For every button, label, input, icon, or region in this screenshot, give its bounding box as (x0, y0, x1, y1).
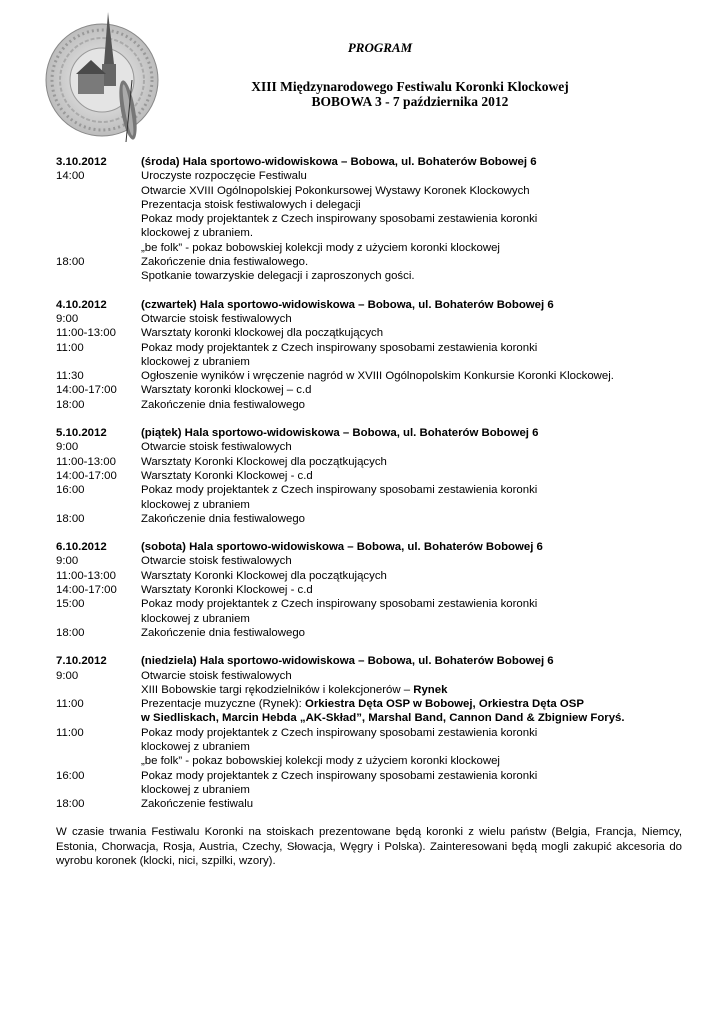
schedule (56, 155, 686, 868)
day-block (56, 654, 686, 811)
row-time: 11:00 (56, 726, 84, 739)
schedule-row (56, 455, 686, 469)
schedule-row (56, 754, 686, 768)
schedule-row (56, 498, 686, 512)
program-heading: PROGRAM (347, 40, 413, 55)
row-text: Warsztaty Koronki Klockowej - c.d (141, 469, 313, 482)
row-text: Warsztaty Koronki Klockowej dla początkujących (141, 569, 387, 582)
schedule-row (56, 669, 686, 683)
day-heading (56, 298, 686, 312)
row-text: Uroczyste rozpoczęcie Festiwalu (141, 170, 307, 183)
schedule-row (56, 783, 686, 797)
row-time: 18:00 (56, 256, 85, 269)
row-text: Warsztaty koronki klockowej – c.d (141, 384, 312, 397)
row-time (56, 754, 141, 768)
row-time (56, 783, 141, 797)
row-time (56, 269, 141, 283)
row-text: Zakończenie dnia festiwalowego. (141, 256, 309, 269)
row-time: 11:00-13:00 (56, 455, 116, 468)
schedule-row (56, 797, 686, 811)
row-text: klockowej z ubraniem (141, 783, 250, 796)
row-time: 18:00 (56, 626, 85, 639)
row-time: 16:00 (56, 484, 85, 497)
schedule-row (56, 198, 686, 212)
row-text-plain: XIII Bobowskie targi rękodzielników i kolekcjonerów – (141, 683, 414, 696)
row-text: Otwarcie stoisk festiwalowych (141, 669, 292, 682)
festival-title-line2: BOBOWA 3 - 7 października 2012 (311, 94, 509, 109)
day-venue: (środa) Hala sportowo-widowiskowa – Bobowa, ul. Bohaterów Bobowej 6 (141, 156, 537, 168)
schedule-row (56, 212, 686, 226)
day-date: 3.10.2012 (56, 156, 107, 168)
row-time: 11:00 (56, 341, 84, 354)
day-venue: (piątek) Hala sportowo-widowiskowa – Bobowa, ul. Bohaterów Bobowej 6 (141, 427, 539, 440)
row-time (56, 241, 141, 255)
day-heading (56, 654, 686, 668)
row-text: Pokaz mody projektantek z Czech inspirowany sposobami zestawienia koronki (141, 726, 538, 739)
day-block (56, 540, 686, 640)
day-heading (56, 426, 686, 440)
row-text: klockowej z ubraniem (141, 355, 250, 368)
schedule-row (56, 169, 686, 183)
schedule-row (56, 469, 686, 483)
row-time (56, 683, 141, 697)
row-text: klockowej z ubraniem. (141, 227, 254, 240)
day-date: 6.10.2012 (56, 541, 107, 554)
schedule-row (56, 312, 686, 326)
row-text (141, 697, 686, 711)
row-time: 18:00 (56, 798, 85, 811)
row-text: Pokaz mody projektantek z Czech inspirowany sposobami zestawienia koronki (141, 484, 538, 497)
day-venue: (sobota) Hala sportowo-widowiskowa – Bobowa, ul. Bohaterów Bobowej 6 (141, 541, 543, 554)
row-time: 14:00-17:00 (56, 469, 117, 482)
row-time (56, 212, 141, 226)
row-time: 11:30 (56, 370, 84, 383)
row-time (56, 184, 141, 198)
schedule-row (56, 554, 686, 568)
row-text: klockowej z ubraniem (141, 612, 250, 625)
row-text: „be folk” - pokaz bobowskiej kolekcji mody z użyciem koronki klockowej (141, 755, 500, 768)
row-text (141, 711, 686, 725)
schedule-row (56, 226, 686, 240)
row-text: Otwarcie stoisk festiwalowych (141, 441, 292, 454)
schedule-row (56, 626, 686, 640)
schedule-row (56, 184, 686, 198)
schedule-row (56, 569, 686, 583)
schedule-row (56, 683, 686, 697)
schedule-row (56, 483, 686, 497)
schedule-row (56, 440, 686, 454)
row-text: Pokaz mody projektantek z Czech inspirowany sposobami zestawienia koronki (141, 213, 538, 226)
day-date: 7.10.2012 (56, 655, 107, 668)
schedule-row (56, 583, 686, 597)
row-text: Otwarcie XVIII Ogólnopolskiej Pokonkursowej Wystawy Koronek Klockowych (141, 184, 530, 197)
day-block (56, 155, 686, 284)
day-venue: (niedziela) Hala sportowo-widowiskowa – Bobowa, ul. Bohaterów Bobowej 6 (141, 655, 554, 668)
day-block (56, 298, 686, 412)
row-time: 14:00-17:00 (56, 384, 117, 397)
day-venue: (czwartek) Hala sportowo-widowiskowa – Bobowa, ul. Bohaterów Bobowej 6 (141, 298, 554, 311)
row-text-bold: Orkiestra Dęta OSP w Bobowej, Orkiestra Dęta OSP (304, 698, 584, 711)
schedule-row (56, 355, 686, 369)
row-text: klockowej z ubraniem (141, 498, 250, 511)
row-time: 9:00 (56, 312, 79, 325)
day-block (56, 426, 686, 526)
day-heading (56, 540, 686, 554)
schedule-row (56, 269, 686, 283)
row-time: 15:00 (56, 598, 85, 611)
row-time: 11:00-13:00 (56, 327, 116, 340)
row-text: Pokaz mody projektantek z Czech inspirowany sposobami zestawienia koronki (141, 769, 538, 782)
row-text: Zakończenie dnia festiwalowego (141, 398, 305, 411)
schedule-row (56, 726, 686, 740)
row-text: Warsztaty Koronki Klockowej dla początkujących (141, 455, 387, 468)
row-text-plain: Prezentacje muzyczne (Rynek): (141, 698, 305, 711)
row-time: 14:00 (56, 170, 85, 183)
row-text: klockowej z ubraniem (141, 740, 250, 753)
row-text: „be folk” - pokaz bobowskiej kolekcji mody z użyciem koronki klockowej (141, 241, 500, 254)
schedule-row (56, 769, 686, 783)
row-text: Pokaz mody projektantek z Czech inspirowany sposobami zestawienia koronki (141, 598, 538, 611)
schedule-row (56, 711, 686, 725)
festival-title-line1: XIII Międzynarodowego Festiwalu Koronki Klockowej (251, 79, 569, 94)
row-time: 18:00 (56, 398, 85, 411)
row-time: 16:00 (56, 769, 85, 782)
row-time (56, 711, 141, 725)
lace-logo-icon (44, 2, 164, 152)
row-text: Zakończenie festiwalu (141, 798, 254, 811)
schedule-row (56, 597, 686, 611)
day-heading (56, 155, 686, 169)
row-time: 11:00-13:00 (56, 569, 116, 582)
schedule-row (56, 512, 686, 526)
schedule-row (56, 326, 686, 340)
row-text-bold: Rynek (413, 683, 448, 696)
schedule-row (56, 612, 686, 626)
row-time (56, 498, 141, 512)
row-text: Otwarcie stoisk festiwalowych (141, 555, 292, 568)
row-text: Zakończenie dnia festiwalowego (141, 512, 305, 525)
row-time (56, 198, 141, 212)
day-date: 4.10.2012 (56, 298, 107, 311)
festival-title (150, 79, 670, 109)
schedule-row (56, 398, 686, 412)
row-text: Otwarcie stoisk festiwalowych (141, 312, 292, 325)
footer-note: W czasie trwania Festiwalu Koronki na stoiskach prezentowane będą koronki z wielu państw (Belgia, Francja, Niemcy, Estonia, Chorwacja, Rosja, Austria, Czechy, Słowacja, Węgry i Polska). Zainteresowani będą mogli zakupić akcesoria do wyrobu koronek (klocki, nici, szpilki, wzory). (56, 826, 682, 868)
schedule-row (56, 341, 686, 355)
row-text (141, 683, 686, 697)
row-text: Pokaz mody projektantek z Czech inspirowany sposobami zestawienia koronki (141, 341, 538, 354)
schedule-row (56, 255, 686, 269)
row-text: Warsztaty koronki klockowej dla początkujących (141, 327, 384, 340)
row-text: Ogłoszenie wyników i wręczenie nagród w XVIII Ogólnopolskim Konkursie Koronki Klockowej. (141, 370, 614, 383)
schedule-row (56, 369, 686, 383)
schedule-row (56, 241, 686, 255)
row-time: 9:00 (56, 555, 79, 568)
row-time: 9:00 (56, 441, 79, 454)
row-text: Warsztaty Koronki Klockowej - c.d (141, 584, 313, 597)
row-time (56, 612, 141, 626)
schedule-row (56, 697, 686, 711)
row-text: Prezentacja stoisk festiwalowych i delegacji (141, 198, 361, 211)
row-time: 18:00 (56, 512, 85, 525)
row-time (56, 355, 141, 369)
row-text-bold: w Siedliskach, Marcin Hebda „AK-Skład”, Marshal Band, Cannon Dand & Zbigniew Foryś. (141, 712, 625, 725)
schedule-row (56, 383, 686, 397)
row-text: Spotkanie towarzyskie delegacji i zaproszonych gości. (141, 270, 415, 283)
row-text: Zakończenie dnia festiwalowego (141, 626, 305, 639)
row-time: 9:00 (56, 669, 79, 682)
row-time (56, 740, 141, 754)
row-time (56, 226, 141, 240)
row-time: 14:00-17:00 (56, 584, 117, 597)
day-date: 5.10.2012 (56, 427, 107, 440)
schedule-row (56, 740, 686, 754)
row-time: 11:00 (56, 698, 84, 711)
